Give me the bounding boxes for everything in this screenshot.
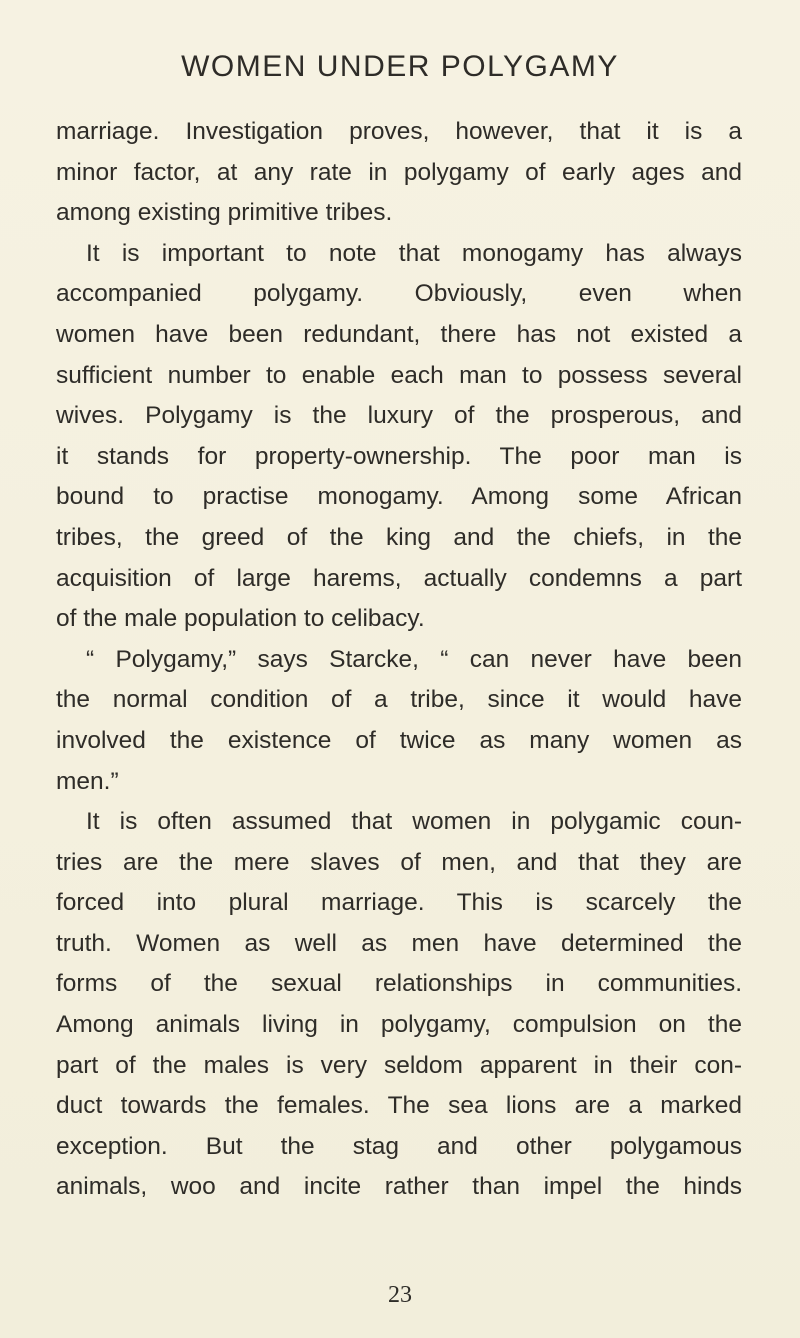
- text-line: duct towards the females. The sea lions are a marked: [56, 1092, 742, 1120]
- text-line: among existing primitive tribes.: [56, 199, 393, 227]
- running-head: WOMEN UNDER POLYGAMY: [181, 50, 619, 83]
- text-line: It is often assumed that women in polygamic coun-: [86, 808, 742, 836]
- text-line: tribes, the greed of the king and the chiefs, in the: [56, 523, 742, 551]
- text-line: truth. Women as well as men have determined the: [56, 929, 742, 957]
- text-line: minor factor, at any rate in polygamy of early ages and: [56, 158, 742, 186]
- text-line: forced into plural marriage. This is scarcely the: [56, 889, 742, 917]
- body-text: [56, 112, 742, 1208]
- text-line: tries are the mere slaves of men, and that they are: [56, 848, 742, 876]
- text-line: wives. Polygamy is the luxury of the prosperous, and: [56, 402, 742, 430]
- text-line: exception. But the stag and other polygamous: [56, 1132, 742, 1160]
- text-line: marriage. Investigation proves, however, that it is a: [56, 118, 742, 145]
- text-line: acquisition of large harems, actually condemns a part: [56, 564, 742, 592]
- text-line: men.”: [56, 767, 119, 795]
- text-line: it stands for property-ownership. The poor man is: [56, 442, 742, 470]
- text-line: sufficient number to enable each man to possess several: [56, 361, 742, 389]
- text-line: bound to practise monogamy. Among some African: [56, 483, 742, 511]
- text-line: women have been redundant, there has not existed a: [56, 320, 742, 348]
- text-line: the normal condition of a tribe, since it would have: [56, 686, 742, 714]
- text-line: forms of the sexual relationships in communities.: [56, 970, 742, 998]
- text-line: Among animals living in polygamy, compulsion on the: [56, 1011, 742, 1039]
- page-number: 23: [388, 1282, 412, 1308]
- text-line: of the male population to celibacy.: [56, 605, 425, 633]
- text-line: It is important to note that monogamy has always: [86, 239, 742, 267]
- text-line: involved the existence of twice as many women as: [56, 726, 742, 754]
- text-line: accompanied polygamy. Obviously, even when: [56, 280, 742, 308]
- text-line: “ Polygamy,” says Starcke, “ can never have been: [86, 645, 742, 673]
- text-line: part of the males is very seldom apparent in their con-: [56, 1051, 742, 1079]
- text-line: animals, woo and incite rather than impel the hinds: [56, 1173, 742, 1201]
